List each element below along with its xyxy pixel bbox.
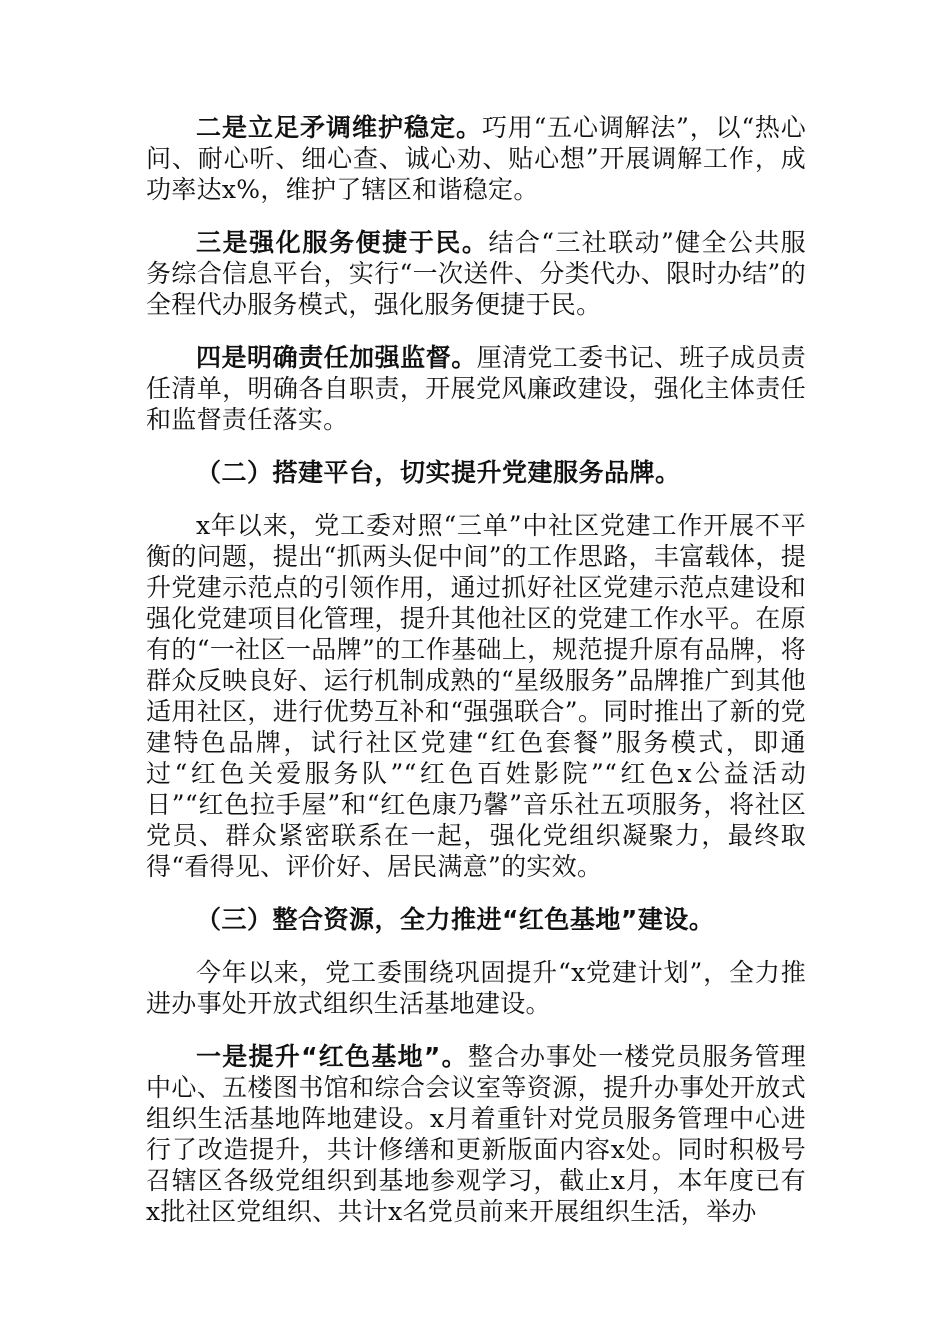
paragraph-mediation (146, 112, 806, 205)
section-heading-red-base: （三）整合资源，全力推进“红色基地”建设。 (196, 905, 715, 934)
paragraph-text: 今年以来，党工委围绕巩固提升“x党建计划”，全力推进办事处开放式组织生活基地建设。 (146, 958, 806, 1018)
document-page (146, 112, 806, 1249)
paragraph-text: x年以来，党工委对照“三单”中社区党建工作开展不平衡的问题，提出“抓两头促中间”的工作思路，丰富载体，提升党建示范点的引领作用，通过抓好社区党建示范点建设和强化党建项目化管理，提升其他社区的党建工作水平。在原有的“一社区一品牌”的工作基础上，规范提升原有品牌，将群众反映良好、运行机制成熟的“星级服务”品牌推广到其他适用社区，进行优势互补和“强强联合”。同时推出了新的党建特色品牌，试行社区党建“红色套餐”服务模式，即通过“红色关爱服务队”“红色百姓影院”“红色x公益活动日”“红色拉手屋”和“红色康乃馨”音乐社五项服务，将社区党员、群众紧密联系在一起，强化党组织凝聚力，最终取得“看得见、评价好、居民满意”的实效。 (146, 511, 806, 881)
paragraph-text: 结合“三社联动”健全公共服务综合信息平台，实行“一次送件、分类代办、限时办结”的全程代办服务模式，强化服务便捷于民。 (146, 228, 806, 319)
section-heading-platform: （二）搭建平台，切实提升党建服务品牌。 (196, 458, 681, 487)
paragraph-text: 整合办事处一楼党员服务管理中心、五楼图书馆和综合会议室等资源，提升办事处开放式组织生活基地阵地建设。x月着重针对党员服务管理中心进行了改造提升，共计修缮和更新版面内容x处。同时积极号召辖区各级党组织到基地参观学习，截止x月，本年度已有x批社区党组织、共计x名党员前来开展组织生活，举办 (146, 1042, 806, 1226)
paragraph-lead: 三是强化服务便捷于民。 (196, 228, 489, 257)
paragraph-brand (146, 510, 806, 882)
paragraph-lead: 二是立足矛调维护稳定。 (196, 113, 482, 142)
paragraph-text: 厘清党工委书记、班子成员责任清单，明确各自职责，开展党风廉政建设，强化主体责任和监督责任落实。 (146, 343, 806, 434)
paragraph-service (146, 227, 806, 320)
paragraph-intro (146, 957, 806, 1019)
paragraph-lead: 四是明确责任加强监督。 (196, 343, 477, 372)
paragraph-lead: 一是提升“红色基地”。 (196, 1042, 468, 1071)
paragraph-upgrade (146, 1041, 806, 1227)
paragraph-responsibility (146, 342, 806, 435)
paragraph-text: 巧用“五心调解法”，以“热心问、耐心听、细心查、诚心劝、贴心想”开展调解工作，成功率达x%，维护了辖区和谐稳定。 (146, 113, 806, 204)
